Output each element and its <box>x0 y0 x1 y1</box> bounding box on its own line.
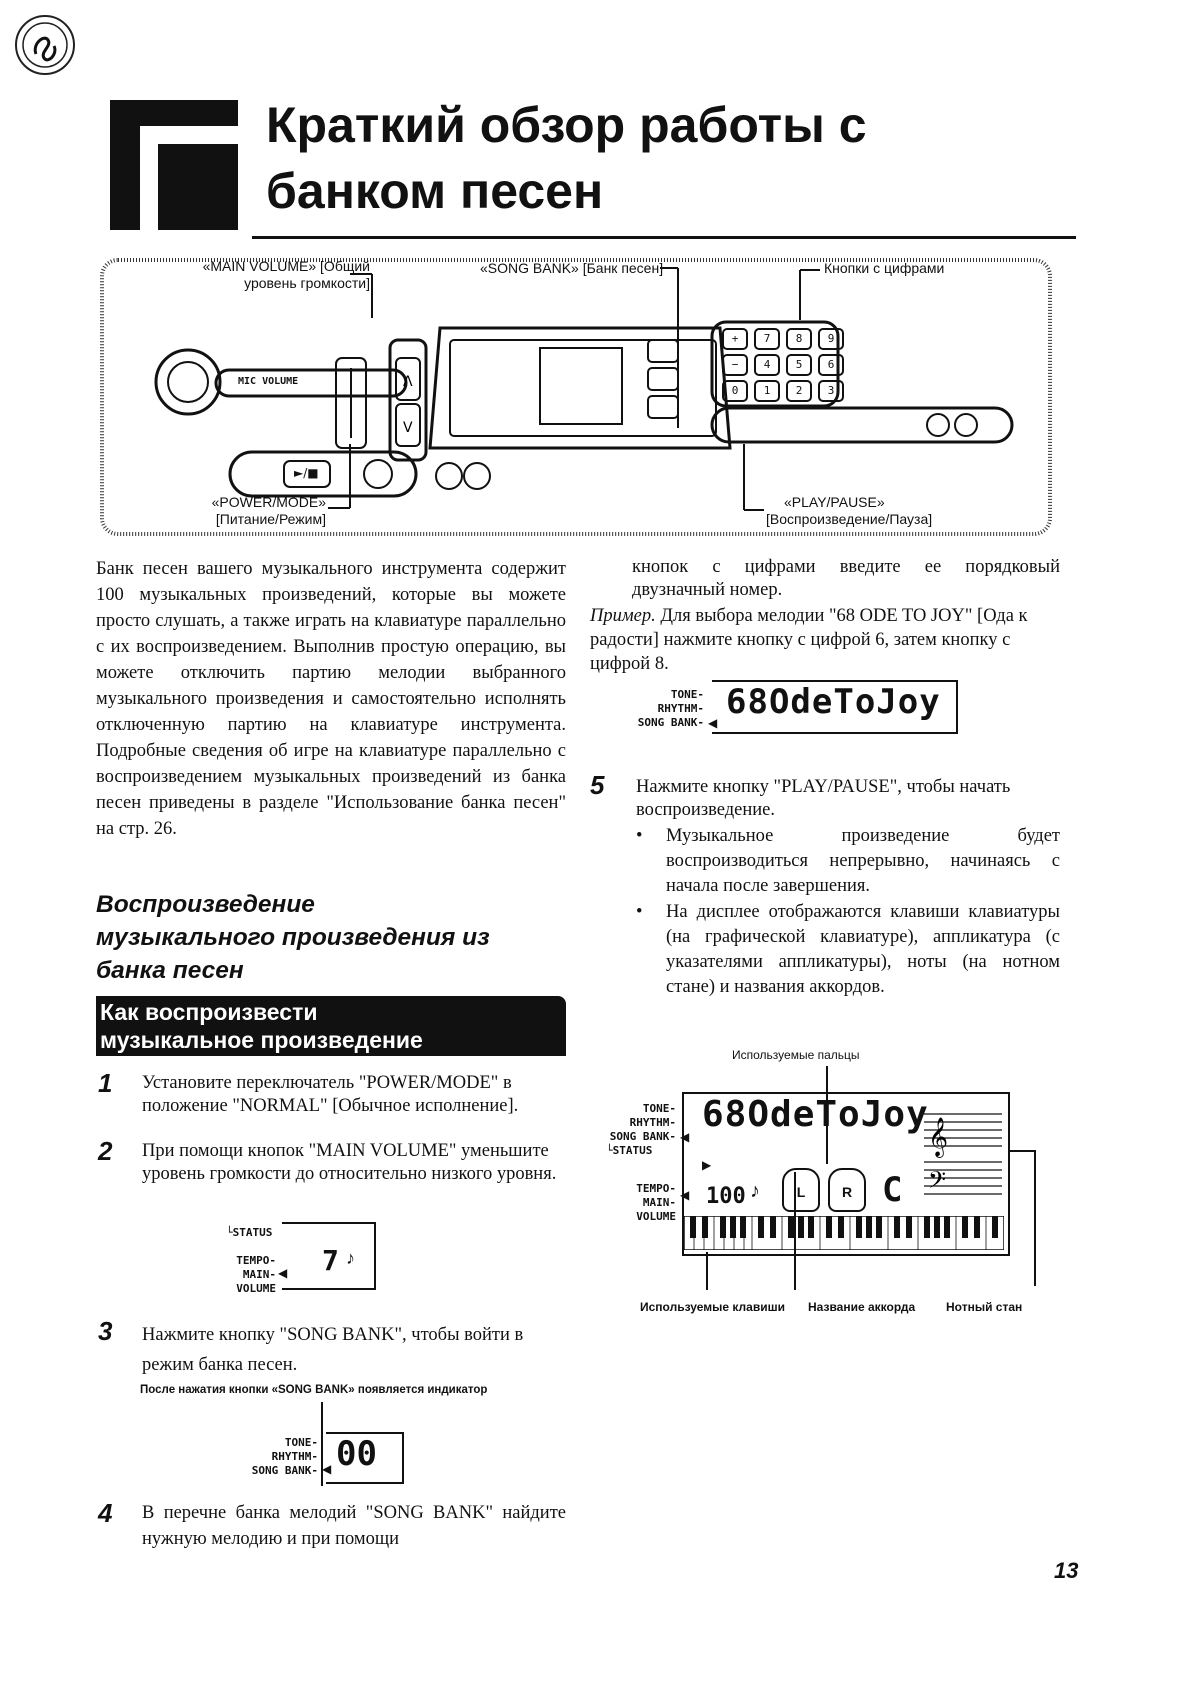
label-power-mode: «POWER/MODE» [Питание/Режим] <box>211 494 326 527</box>
example-text: Для выбора мелодии "68 ODE TO JOY" [Ода к радости] нажмите кнопку с цифрой 6, затем кнопку с цифрой 8. <box>590 606 1028 674</box>
step-1-text: Установите переключатель "POWER/MODE" в положение "NORMAL" [Обычное исполнение]. <box>142 1073 519 1116</box>
lcd4-tempo-value: 100 <box>706 1184 746 1209</box>
step-2-number: 2 <box>98 1136 113 1166</box>
start-stop-button[interactable]: ►/■ <box>294 466 319 480</box>
lcd2-songbank-label: SONG BANK- <box>251 1464 318 1477</box>
step-4-number: 4 <box>98 1498 113 1528</box>
lcd4-main-label: MAIN- <box>642 1196 676 1209</box>
page-title-line2: банком песен <box>266 163 604 219</box>
label-main-volume: «MAIN VOLUME» [Общий уровень громкости] <box>202 258 370 291</box>
lcd3-pointer-icon: ◀ <box>708 716 718 730</box>
digit-key-minus[interactable]: − <box>722 354 748 376</box>
page-title <box>266 92 1126 224</box>
lcd2-value: 00 <box>336 1434 377 1474</box>
step-5-text: Нажмите кнопку "PLAY/PAUSE", чтобы начать воспроизведение. <box>636 777 1011 820</box>
step-1-number: 1 <box>98 1068 113 1098</box>
lcd-volume-display <box>226 1222 376 1302</box>
lcd4-staff-line-v <box>1034 1150 1036 1286</box>
keyboard-graphic <box>684 1216 1004 1250</box>
digit-key-4[interactable]: 4 <box>754 354 780 376</box>
caption-keys: Используемые клавиши <box>640 1300 785 1314</box>
step-5-number: 5 <box>590 770 605 800</box>
lcd4-chord-line <box>794 1172 796 1290</box>
digit-key-7[interactable]: 7 <box>754 328 780 350</box>
digit-key-plus[interactable]: + <box>722 328 748 350</box>
page-number: 13 <box>1054 1558 1079 1583</box>
lcd4-tempo-pointer-icon: ◀ <box>680 1188 690 1202</box>
title-block-icon <box>110 100 238 230</box>
digit-key-5[interactable]: 5 <box>786 354 812 376</box>
step-3-caption: После нажатия кнопки «SONG BANK» появляется индикатор <box>140 1384 488 1396</box>
lcd1-pointer-icon: ◀ <box>278 1266 288 1280</box>
lcd3-value: 68OdeToJoy <box>726 682 941 722</box>
lcd3-rhythm-label: RHYTHM- <box>657 702 704 715</box>
lcd2-pointer-icon: ◀ <box>322 1462 332 1476</box>
lcd4-keys-line <box>706 1252 708 1290</box>
lcd1-status-label: └STATUS <box>226 1226 273 1239</box>
caption-staff: Нотный стан <box>946 1300 1023 1314</box>
title-rule <box>252 236 1076 239</box>
left-hand-icon <box>782 1168 820 1212</box>
step-4-text: В перечне банка мелодий "SONG BANK" найдите нужную мелодию и при помощи <box>142 1503 566 1549</box>
lcd-example-display <box>614 680 960 750</box>
digit-key-2[interactable]: 2 <box>786 380 812 402</box>
digit-key-1[interactable]: 1 <box>754 380 780 402</box>
lcd1-value: 7 <box>322 1244 339 1277</box>
right-hand-icon <box>828 1168 866 1212</box>
continued-paragraph: кнопок с цифрами введите ее порядковый двузначный номер. <box>632 557 1060 600</box>
caption-chord: Название аккорда <box>808 1300 916 1314</box>
lcd4-song-value: 68OdeToJoy <box>702 1094 929 1135</box>
digit-key-0[interactable]: 0 <box>722 380 748 402</box>
lcd2-tone-label: TONE- <box>284 1436 318 1449</box>
section-bar-title: Как воспроизвести музыкальное произведение <box>96 996 566 1056</box>
lcd4-volume-label: VOLUME <box>636 1210 676 1223</box>
label-play-pause: «PLAY/PAUSE» [Воспроизведение/Пауза] <box>766 494 933 527</box>
lcd4-staff-line <box>1010 1150 1036 1152</box>
metronome-icon: ♪ <box>346 1248 355 1268</box>
bullet-2: • На дисплее отображаются клавиши клавиатуры (на графической клавиатуре), аппликатура (с указателями аппликатуры), ноты (на нотном стане) и названия аккордов. <box>666 900 1060 1000</box>
lcd4-songbank-label: SONG BANK- <box>609 1130 676 1143</box>
lcd1-volume-label: VOLUME <box>236 1282 276 1295</box>
lcd3-songbank-label: SONG BANK- <box>637 716 704 729</box>
lcd4-chord-value: C <box>882 1170 903 1210</box>
lcd4-status-label: └STATUS <box>606 1144 653 1157</box>
step-2-text: При помощи кнопок "MAIN VOLUME" уменьшите уровень громкости до относительно низкого уровня. <box>142 1141 557 1184</box>
example-label: Пример. <box>590 606 656 626</box>
digit-row-2 <box>722 354 844 376</box>
section-title: Воспроизведение музыкального произведения из банка песен <box>96 891 490 984</box>
lcd4-tone-label: TONE- <box>642 1102 676 1115</box>
left-hand-label: L <box>796 1184 806 1200</box>
digit-key-3[interactable]: 3 <box>818 380 844 402</box>
svg-text:Λ: Λ <box>403 374 413 390</box>
right-hand-label: R <box>841 1184 853 1200</box>
lcd3-tone-label: TONE- <box>670 688 704 701</box>
example-paragraph <box>590 604 1060 676</box>
digit-key-9[interactable]: 9 <box>818 328 844 350</box>
metronome-icon: ♪ <box>750 1180 760 1202</box>
svg-text:V: V <box>403 420 413 436</box>
mic-volume-label: MIC VOLUME <box>238 376 299 387</box>
digit-row-3 <box>722 380 844 402</box>
label-song-bank: «SONG BANK» [Банк песен] <box>480 260 664 276</box>
bullet-1: • Музыкальное произведение будет воспроизводиться непрерывно, начинаясь с начала после завершения. <box>666 824 1060 899</box>
lcd-full-display <box>596 1066 1040 1310</box>
lcd4-play-icon: ▶ <box>702 1158 712 1172</box>
lcd4-rhythm-label: RHYTHM- <box>629 1116 676 1129</box>
step-3-text: Нажмите кнопку "SONG BANK", чтобы войти в режим банка песен. <box>142 1325 524 1375</box>
lcd2-rhythm-label: RHYTHM- <box>271 1450 318 1463</box>
lcd4-tempo-label: TEMPO- <box>636 1182 676 1195</box>
digit-key-8[interactable]: 8 <box>786 328 812 350</box>
svg-text:𝄞: 𝄞 <box>928 1117 949 1157</box>
keyboard-panel-illustration <box>100 258 1052 536</box>
lcd4-pointer-icon: ◀ <box>680 1130 690 1144</box>
step-3-number: 3 <box>98 1316 113 1346</box>
page-title-line1: Краткий обзор работы с <box>266 97 867 153</box>
digit-row-1 <box>722 328 844 350</box>
staff-icon <box>924 1100 1002 1200</box>
lcd-songbank-display <box>226 1402 406 1492</box>
fingers-label: Используемые пальцы <box>732 1048 860 1062</box>
svg-text:𝄢: 𝄢 <box>928 1166 947 1199</box>
intro-paragraph: Банк песен вашего музыкального инструмента содержит 100 музыкальных произведений, которые вы можете просто слушать, а также играть на клавиатуре параллельно с их воспроизведением. Выполнив простую операцию, вы можете отключить партию мелодии выбранного музыкального произведения и самостоятельно исполнять отключенную партию на клавиатуре инструмента. Подробные сведения об игре на клавиатуре параллельно с воспроизведением музыкальных произведений из банка песен приведены в разделе "Использование банка песен" на стр. 26. <box>96 559 566 839</box>
label-digit-buttons: Кнопки с цифрами <box>824 260 945 276</box>
lcd1-tempo-label: TEMPO- <box>236 1254 276 1267</box>
logo-seal-icon <box>14 14 76 76</box>
logo <box>14 14 76 76</box>
digit-key-6[interactable]: 6 <box>818 354 844 376</box>
lcd1-main-label: MAIN- <box>242 1268 276 1281</box>
